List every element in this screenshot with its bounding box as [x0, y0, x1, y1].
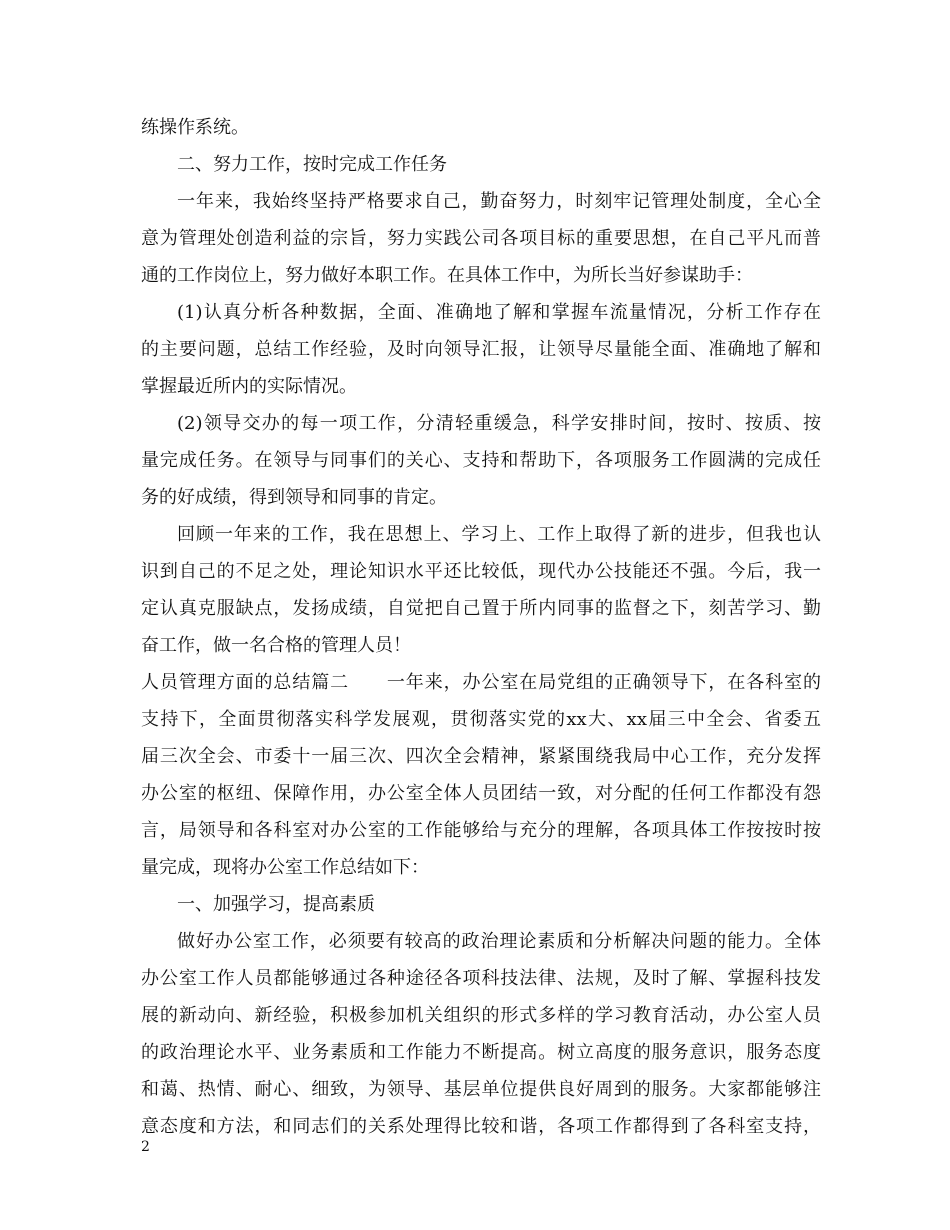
text-line: 意态度和方法，和同志们的关系处理得比较和谐，各项工作都得到了各科室支持，: [141, 1116, 821, 1137]
text-line: 的主要问题，总结工作经验，及时向领导汇报，让领导尽量能全面、准确地了解和: [141, 339, 821, 360]
text-line: 办公室的枢纽、保障作用，办公室全体人员团结一致，对分配的任何工作都没有怨: [141, 783, 821, 804]
text-line: 通的工作岗位上，努力做好本职工作。在具体工作中，为所长当好参谋助手：: [141, 265, 753, 286]
text-line: 奋工作，做一名合格的管理人员！: [141, 635, 411, 656]
text-line: 掌握最近所内的实际情况。: [141, 376, 357, 397]
text-line: (1)认真分析各种数据，全面、准确地了解和掌握车流量情况，分析工作存在: [177, 302, 821, 323]
text-line: 和蔼、热情、耐心、细致，为领导、基层单位提供良好周到的服务。大家都能够注: [141, 1079, 821, 1100]
text-line: 办公室工作人员都能够通过各种途径各项科技法律、法规，及时了解、掌握科技发: [141, 968, 821, 989]
text-line: 一年来，我始终坚持严格要求自己，勤奋努力，时刻牢记管理处制度，全心全: [177, 191, 821, 212]
text-line: 务的好成绩，得到领导和同事的肯定。: [141, 487, 447, 508]
text-line: 展的新动向、新经验，积极参加机关组织的形式多样的学习教育活动，办公室人员: [141, 1005, 821, 1026]
text-line: 意为管理处创造利益的宗旨，努力实践公司各项目标的重要思想，在自己平凡而普: [141, 228, 821, 249]
section-title-line: 人员管理方面的总结篇二 一年来，办公室在局党组的正确领导下，在各科室的: [141, 672, 821, 693]
text-line: 识到自己的不足之处，理论知识水平还比较低，现代办公技能还不强。今后，我一: [141, 561, 821, 582]
section-heading: 一、加强学习，提高素质: [177, 894, 375, 915]
text-line: 定认真克服缺点，发扬成绩，自觉把自己置于所内同事的监督之下，刻苦学习、勤: [141, 598, 821, 619]
text-line: 回顾一年来的工作，我在思想上、学习上、工作上取得了新的进步，但我也认: [177, 524, 821, 545]
text-line: 的政治理论水平、业务素质和工作能力不断提高。树立高度的服务意识，服务态度: [141, 1042, 821, 1063]
text-line: 届三次全会、市委十一届三次、四次全会精神，紧紧围绕我局中心工作，充分发挥: [141, 746, 821, 767]
text-line: 练操作系统。: [141, 117, 249, 138]
section-heading: 二、努力工作，按时完成工作任务: [177, 154, 447, 175]
text-line: 支持下，全面贯彻落实科学发展观，贯彻落实党的xx大、xx届三中全会、省委五: [141, 709, 821, 730]
text-line: (2)领导交办的每一项工作，分清轻重缓急，科学安排时间，按时、按质、按: [177, 413, 821, 434]
text-line: 做好办公室工作，必须要有较高的政治理论素质和分析解决问题的能力。全体: [177, 931, 821, 952]
page-number: 2: [141, 1139, 150, 1155]
text-line: 量完成任务。在领导与同事们的关心、支持和帮助下，各项服务工作圆满的完成任: [141, 450, 821, 471]
text-line: 言，局领导和各科室对办公室的工作能够给与充分的理解，各项具体工作按按时按: [141, 820, 821, 841]
text-line: 量完成，现将办公室工作总结如下：: [141, 857, 429, 878]
